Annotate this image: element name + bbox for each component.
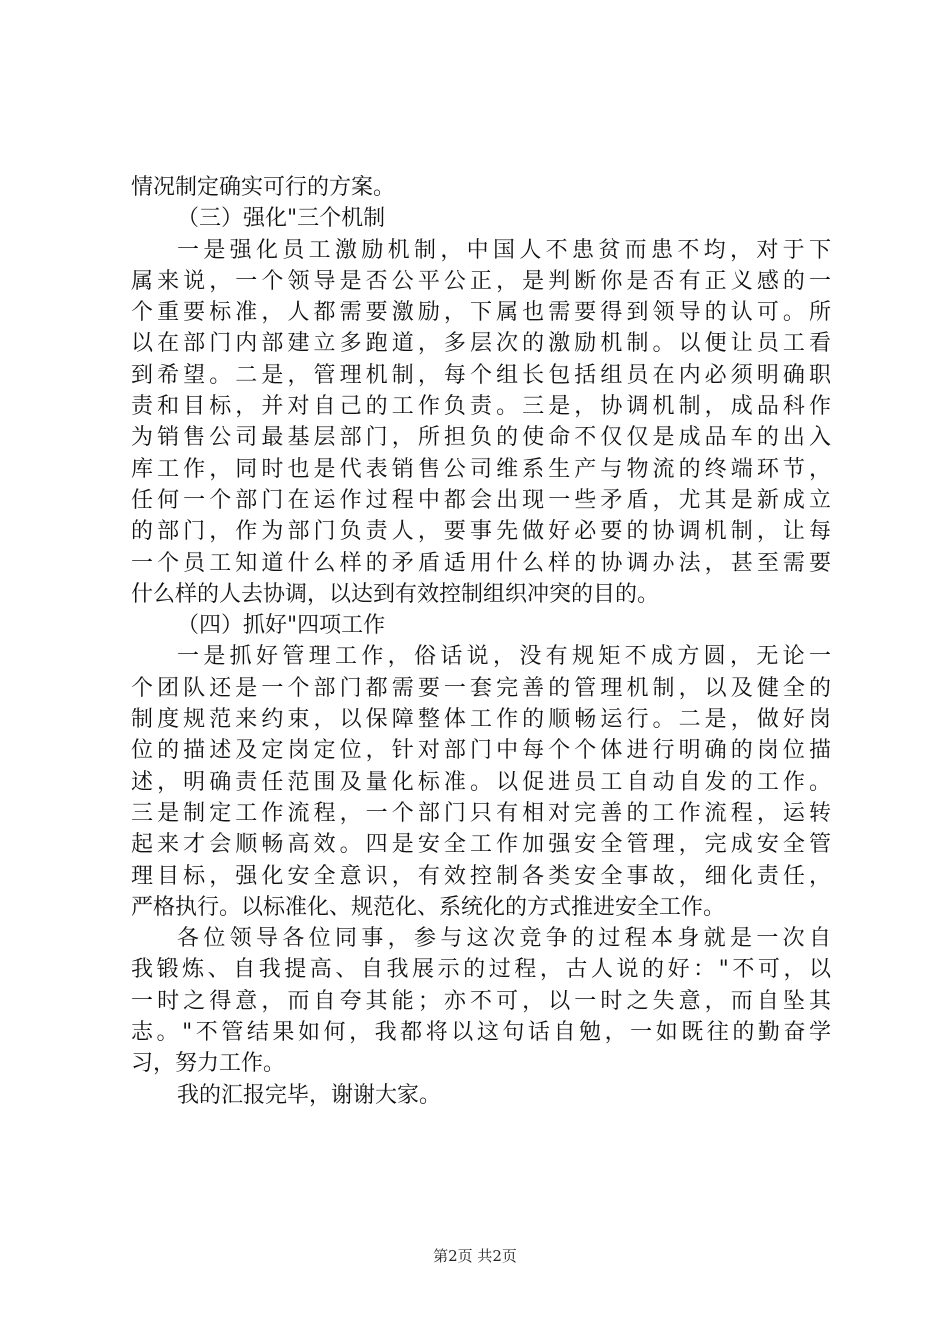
text-line: 一是强化员工激励机制，中国人不患贫而患不均，对于下 (177, 237, 831, 263)
text-line: 制度规范来约束，以保障整体工作的顺畅运行。二是，做好岗 (131, 707, 831, 733)
text-line: 为销售公司最基层部门，所担负的使命不仅仅是成品车的出入 (131, 425, 831, 451)
page-footer: 第2页 共2页 (433, 1247, 517, 1265)
text-line: 个重要标准，人都需要激励，下属也需要得到领导的认可。所 (131, 300, 831, 326)
text-line: 个团队还是一个部门都需要一套完善的管理机制，以及健全的 (131, 675, 831, 701)
text-line: 一个员工知道什么样的矛盾适用什么样的协调办法，甚至需要 (131, 550, 831, 576)
text-line: 严格执行。以标准化、规范化、系统化的方式推进安全工作。 (131, 894, 726, 920)
text-line: 到希望。二是，管理机制，每个组长包括组员在内必须明确职 (131, 362, 831, 388)
text-line: 述，明确责任范围及量化标准。以促进员工自动自发的工作。 (131, 769, 831, 795)
text-line: （三）强化"三个机制 (177, 206, 386, 232)
text-line: 情况制定确实可行的方案。 (131, 175, 396, 200)
text-line: 理目标，强化安全意识，有效控制各类安全事故，细化责任， (131, 863, 831, 889)
text-line: 起来才会顺畅高效。四是安全工作加强安全管理，完成安全管 (131, 832, 831, 858)
text-line: 什么样的人去协调，以达到有效控制组织冲突的目的。 (131, 581, 660, 607)
text-line: 以在部门内部建立多跑道，多层次的激励机制。以便让员工看 (131, 331, 831, 357)
text-line: 责和目标，并对自己的工作负责。三是，协调机制，成品科作 (131, 394, 831, 420)
text-line: 的部门，作为部门负责人，要事先做好必要的协调机制，让每 (131, 519, 831, 545)
text-line: 属来说，一个领导是否公平公正，是判断你是否有正义感的一 (131, 268, 831, 294)
text-line: 我的汇报完毕，谢谢大家。 (177, 1082, 442, 1108)
text-line: 三是制定工作流程，一个部门只有相对完善的工作流程，运转 (131, 800, 831, 826)
text-line: 各位领导各位同事，参与这次竞争的过程本身就是一次自 (177, 926, 831, 952)
text-line: 一时之得意，而自夸其能；亦不可，以一时之失意，而自坠其 (131, 988, 831, 1014)
text-line: 志。"不管结果如何，我都将以这句话自勉，一如既往的勤奋学 (131, 1020, 831, 1046)
document-body (131, 172, 831, 1111)
text-line: 库工作，同时也是代表销售公司维系生产与物流的终端环节， (131, 456, 831, 482)
text-line: 一是抓好管理工作，俗话说，没有规矩不成方圆，无论一 (177, 644, 831, 670)
text-line: 位的描述及定岗定位，针对部门中每个个体进行明确的岗位描 (131, 738, 831, 764)
text-line: 任何一个部门在运作过程中都会出现一些矛盾，尤其是新成立 (131, 487, 831, 513)
text-line: 我锻炼、自我提高、自我展示的过程，古人说的好："不可，以 (131, 957, 831, 983)
text-line: （四）抓好"四项工作 (177, 613, 386, 639)
text-line: 习，努力工作。 (131, 1051, 286, 1077)
